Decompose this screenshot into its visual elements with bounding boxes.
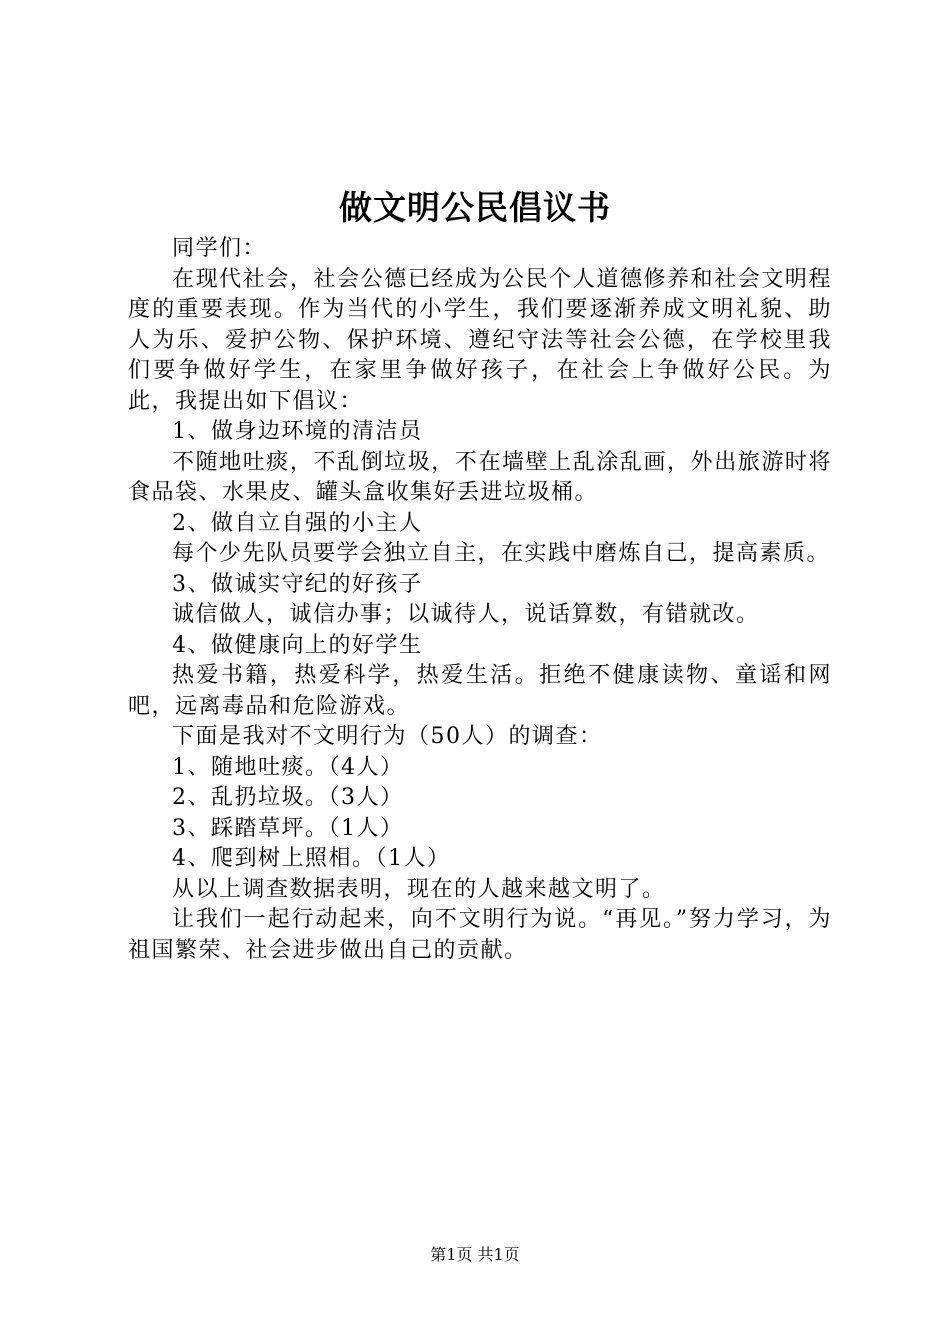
survey-intro: 下面是我对不文明行为（50人）的调查： xyxy=(172,724,603,749)
intro-paragraph: 在现代社会，社会公德已经成为公民个人道德修养和社会文明程度的重要表现。作为当代的小学生，我们要逐渐养成文明礼貌、助人为乐、爱护公物、保护环境、遵纪守法等社会公德，在学校里我们要争做好学生，在家里争做好孩子，在社会上争做好公民。为此，我提出如下倡议： xyxy=(128,266,832,414)
page-footer: 第1页 共1页 xyxy=(430,1245,520,1264)
survey-item-1: 1、随地吐痰。（4人） xyxy=(172,754,404,780)
survey-item-3: 3、踩踏草坪。（1人） xyxy=(172,815,404,841)
proposal-text-3: 诚信做人，诚信办事；以诚待人，说话算数，有错就改。 xyxy=(172,602,760,627)
proposal-text-1: 不随地吐痰，不乱倒垃圾，不在墙壁上乱涂乱画，外出旅游时将食品袋、水果皮、罐头盒收集好丢进垃圾桶。 xyxy=(128,449,832,505)
closing-paragraph: 让我们一起行动起来，向不文明行为说。“再见。”努力学习，为祖国繁荣、社会进步做出自己的贡献。 xyxy=(128,907,832,963)
proposal-heading-1: 1、做身边环境的清洁员 xyxy=(172,419,423,444)
salutation: 同学们： xyxy=(172,236,267,261)
proposal-heading-3: 3、做诚实守纪的好孩子 xyxy=(172,571,423,597)
survey-conclusion: 从以上调查数据表明，现在的人越来越文明了。 xyxy=(172,876,666,902)
survey-item-4: 4、爬到树上照相。（1人） xyxy=(172,846,451,871)
proposal-text-4: 热爱书籍，热爱科学，热爱生活。拒绝不健康读物、童谣和网吧，远离毒品和危险游戏。 xyxy=(128,663,832,719)
proposal-text-2: 每个少先队员要学会独立自主，在实践中磨炼自己，提高素质。 xyxy=(172,541,831,566)
proposal-heading-4: 4、做健康向上的好学生 xyxy=(172,632,423,658)
proposal-heading-2: 2、做自立自强的小主人 xyxy=(172,510,423,536)
survey-item-2: 2、乱扔垃圾。（3人） xyxy=(172,785,404,810)
document-body xyxy=(128,234,832,966)
document-title: 做文明公民倡议书 xyxy=(339,188,611,227)
